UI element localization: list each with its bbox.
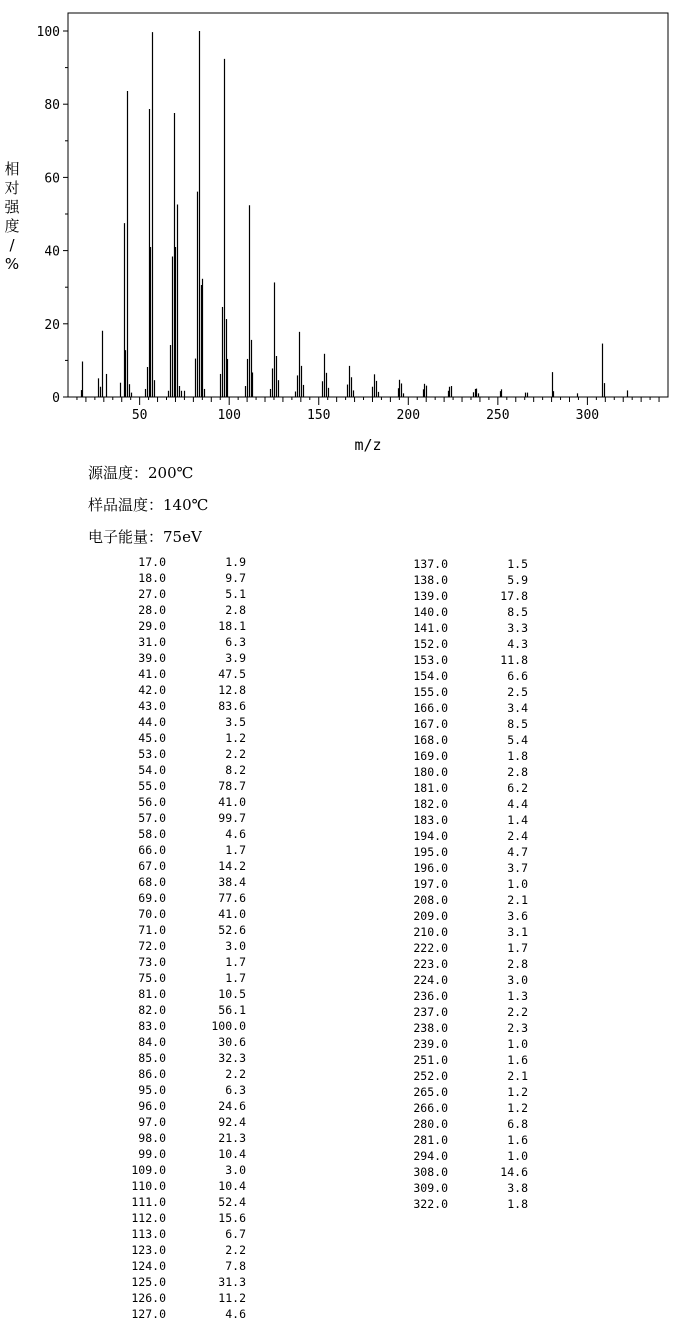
abundance-value: 14.6: [500, 1165, 528, 1179]
mz-value: 195.0: [413, 845, 448, 859]
peak-row: [122, 1178, 246, 1194]
mz-value: 66.0: [138, 843, 166, 857]
abundance-value: 11.8: [500, 653, 528, 667]
abundance-value: 41.0: [218, 795, 246, 809]
abundance-value: 4.6: [225, 827, 246, 841]
mz-value: 210.0: [413, 925, 448, 939]
mz-value: 29.0: [138, 619, 166, 633]
peak-row: [404, 636, 528, 652]
abundance-value: 2.1: [507, 893, 528, 907]
peak-row: [404, 972, 528, 988]
source-temperature: 源温度：200℃: [88, 464, 194, 482]
mz-value: 322.0: [413, 1197, 448, 1211]
mz-value: 194.0: [413, 829, 448, 843]
peak-row: [122, 746, 246, 762]
peak-row: [404, 1020, 528, 1036]
peak-row: [122, 1210, 246, 1226]
mz-value: 71.0: [138, 923, 166, 937]
peak-row: [122, 1098, 246, 1114]
peak-row: [122, 810, 246, 826]
mz-value: 69.0: [138, 891, 166, 905]
peak-row: [122, 682, 246, 698]
mz-value: 56.0: [138, 795, 166, 809]
peak-row: [122, 922, 246, 938]
x-axis-ticks: [77, 397, 659, 423]
peak-row: [404, 700, 528, 716]
peak-row: [122, 1034, 246, 1050]
mz-value: 236.0: [413, 989, 448, 1003]
mz-value: 280.0: [413, 1117, 448, 1131]
mz-value: 83.0: [138, 1019, 166, 1033]
abundance-value: 15.6: [218, 1211, 246, 1225]
mz-value: 127.0: [131, 1307, 166, 1321]
peak-row: [404, 796, 528, 812]
peak-row: [404, 892, 528, 908]
abundance-value: 3.6: [507, 909, 528, 923]
peak-row: [404, 844, 528, 860]
peak-row: [404, 556, 528, 572]
abundance-value: 3.0: [225, 1163, 246, 1177]
mz-value: 294.0: [413, 1149, 448, 1163]
plot-frame: [68, 13, 668, 397]
mz-value: 53.0: [138, 747, 166, 761]
peak-row: [404, 1164, 528, 1180]
peak-row: [404, 620, 528, 636]
peak-row: [404, 908, 528, 924]
x-tick-label: 100: [217, 408, 241, 423]
spectrum-peaks: [82, 31, 628, 397]
abundance-value: 56.1: [218, 1003, 246, 1017]
abundance-value: 3.5: [225, 715, 246, 729]
peak-row: [122, 1162, 246, 1178]
abundance-value: 1.5: [507, 557, 528, 571]
peak-row: [122, 618, 246, 634]
peak-row: [122, 1258, 246, 1274]
mz-value: 223.0: [413, 957, 448, 971]
mass-spectrum-chart: [0, 0, 680, 460]
abundance-value: 2.2: [507, 1005, 528, 1019]
abundance-value: 3.1: [507, 925, 528, 939]
abundance-value: 1.3: [507, 989, 528, 1003]
mz-value: 41.0: [138, 667, 166, 681]
peak-row: [404, 652, 528, 668]
mz-value: 96.0: [138, 1099, 166, 1113]
mz-value: 82.0: [138, 1003, 166, 1017]
mz-value: 238.0: [413, 1021, 448, 1035]
abundance-value: 10.4: [218, 1179, 246, 1193]
peak-row: [404, 860, 528, 876]
peak-row: [404, 988, 528, 1004]
abundance-value: 8.5: [507, 605, 528, 619]
y-tick-label: 60: [44, 171, 60, 187]
mz-value: 99.0: [138, 1147, 166, 1161]
abundance-value: 10.5: [218, 987, 246, 1001]
abundance-value: 4.6: [225, 1307, 246, 1321]
peak-row: [122, 554, 246, 570]
x-tick-label: 250: [486, 408, 510, 423]
x-tick-label: 50: [131, 408, 148, 423]
peak-row: [122, 666, 246, 682]
peak-row: [404, 1148, 528, 1164]
mz-value: 98.0: [138, 1131, 166, 1145]
mz-value: 137.0: [413, 557, 448, 571]
abundance-value: 1.7: [225, 843, 246, 857]
peak-row: [122, 874, 246, 890]
mz-value: 111.0: [131, 1195, 166, 1209]
peak-row: [122, 858, 246, 874]
peak-table-left: [122, 554, 246, 1322]
x-axis-label: m/z: [354, 436, 382, 454]
peak-row: [122, 890, 246, 906]
mz-value: 84.0: [138, 1035, 166, 1049]
mz-value: 113.0: [131, 1227, 166, 1241]
mz-value: 138.0: [413, 573, 448, 587]
peak-row: [122, 698, 246, 714]
peak-row: [122, 1226, 246, 1242]
y-tick-label: 80: [44, 98, 60, 114]
y-axis-ticks: [37, 25, 68, 406]
abundance-value: 10.4: [218, 1147, 246, 1161]
abundance-value: 1.2: [507, 1085, 528, 1099]
mz-value: 86.0: [138, 1067, 166, 1081]
mz-value: 309.0: [413, 1181, 448, 1195]
abundance-value: 1.6: [507, 1053, 528, 1067]
peak-row: [404, 604, 528, 620]
abundance-value: 92.4: [218, 1115, 246, 1129]
abundance-value: 3.7: [507, 861, 528, 875]
abundance-value: 4.4: [507, 797, 528, 811]
abundance-value: 4.7: [507, 845, 528, 859]
mz-value: 58.0: [138, 827, 166, 841]
abundance-value: 6.2: [507, 781, 528, 795]
abundance-value: 11.2: [218, 1291, 246, 1305]
abundance-value: 3.0: [507, 973, 528, 987]
mz-value: 72.0: [138, 939, 166, 953]
mz-value: 54.0: [138, 763, 166, 777]
abundance-value: 32.3: [218, 1051, 246, 1065]
y-tick-label: 40: [44, 244, 60, 260]
peak-row: [404, 684, 528, 700]
mz-value: 252.0: [413, 1069, 448, 1083]
peak-row: [404, 780, 528, 796]
peak-row: [122, 1290, 246, 1306]
peak-row: [404, 668, 528, 684]
abundance-value: 24.6: [218, 1099, 246, 1113]
abundance-value: 1.4: [507, 813, 528, 827]
abundance-value: 1.8: [507, 749, 528, 763]
peak-row: [404, 828, 528, 844]
mz-value: 222.0: [413, 941, 448, 955]
peak-row: [404, 1052, 528, 1068]
abundance-value: 3.0: [225, 939, 246, 953]
abundance-value: 14.2: [218, 859, 246, 873]
mz-value: 124.0: [131, 1259, 166, 1273]
peak-row: [122, 842, 246, 858]
peak-row: [122, 1242, 246, 1258]
mz-value: 180.0: [413, 765, 448, 779]
abundance-value: 5.9: [507, 573, 528, 587]
peak-row: [122, 1194, 246, 1210]
mz-value: 125.0: [131, 1275, 166, 1289]
mz-value: 152.0: [413, 637, 448, 651]
peak-row: [404, 572, 528, 588]
mz-value: 169.0: [413, 749, 448, 763]
abundance-value: 77.6: [218, 891, 246, 905]
mz-value: 237.0: [413, 1005, 448, 1019]
peak-row: [404, 1116, 528, 1132]
abundance-value: 2.3: [507, 1021, 528, 1035]
mz-value: 81.0: [138, 987, 166, 1001]
mz-value: 265.0: [413, 1085, 448, 1099]
abundance-value: 2.2: [225, 747, 246, 761]
peak-row: [122, 762, 246, 778]
abundance-value: 83.6: [218, 699, 246, 713]
peak-row: [122, 1002, 246, 1018]
abundance-value: 6.3: [225, 1083, 246, 1097]
peak-row: [122, 1274, 246, 1290]
x-tick-label: 200: [396, 408, 421, 423]
peak-row: [122, 954, 246, 970]
mz-value: 43.0: [138, 699, 166, 713]
abundance-value: 5.4: [507, 733, 528, 747]
peak-row: [122, 1066, 246, 1082]
abundance-value: 100.0: [211, 1019, 246, 1033]
mz-value: 28.0: [138, 603, 166, 617]
peak-row: [404, 716, 528, 732]
mz-value: 42.0: [138, 683, 166, 697]
y-axis-label: 相对强度/ %: [4, 160, 20, 273]
peak-row: [122, 906, 246, 922]
abundance-value: 1.2: [507, 1101, 528, 1115]
abundance-value: 5.1: [225, 587, 246, 601]
mz-value: 97.0: [138, 1115, 166, 1129]
abundance-value: 18.1: [218, 619, 246, 633]
mz-value: 281.0: [413, 1133, 448, 1147]
abundance-value: 41.0: [218, 907, 246, 921]
x-tick-label: 300: [575, 408, 600, 423]
mz-value: 183.0: [413, 813, 448, 827]
abundance-value: 1.0: [507, 1037, 528, 1051]
mz-value: 44.0: [138, 715, 166, 729]
abundance-value: 3.8: [507, 1181, 528, 1195]
abundance-value: 21.3: [218, 1131, 246, 1145]
mz-value: 109.0: [131, 1163, 166, 1177]
peak-row: [122, 1082, 246, 1098]
mz-value: 166.0: [413, 701, 448, 715]
abundance-value: 8.2: [225, 763, 246, 777]
peak-row: [122, 794, 246, 810]
abundance-value: 1.7: [225, 955, 246, 969]
mz-value: 45.0: [138, 731, 166, 745]
peak-row: [404, 1084, 528, 1100]
peak-row: [404, 1180, 528, 1196]
abundance-value: 2.5: [507, 685, 528, 699]
x-tick-label: 150: [307, 408, 331, 423]
peak-row: [122, 634, 246, 650]
abundance-value: 2.2: [225, 1067, 246, 1081]
mz-value: 110.0: [131, 1179, 166, 1193]
peak-row: [122, 1306, 246, 1322]
abundance-value: 30.6: [218, 1035, 246, 1049]
abundance-value: 17.8: [500, 589, 528, 603]
abundance-value: 99.7: [218, 811, 246, 825]
mz-value: 27.0: [138, 587, 166, 601]
peak-row: [122, 938, 246, 954]
abundance-value: 6.8: [507, 1117, 528, 1131]
peak-row: [404, 924, 528, 940]
mz-value: 168.0: [413, 733, 448, 747]
mz-value: 67.0: [138, 859, 166, 873]
abundance-value: 1.0: [507, 877, 528, 891]
mz-value: 154.0: [413, 669, 448, 683]
abundance-value: 1.6: [507, 1133, 528, 1147]
mz-value: 308.0: [413, 1165, 448, 1179]
y-tick-label: 20: [44, 317, 60, 333]
peak-row: [122, 602, 246, 618]
mz-value: 197.0: [413, 877, 448, 891]
abundance-value: 1.0: [507, 1149, 528, 1163]
peak-row: [122, 714, 246, 730]
peak-row: [404, 1196, 528, 1212]
peak-row: [404, 588, 528, 604]
mz-value: 141.0: [413, 621, 448, 635]
peak-row: [404, 1068, 528, 1084]
mz-value: 39.0: [138, 651, 166, 665]
peak-row: [122, 1050, 246, 1066]
mz-value: 18.0: [138, 571, 166, 585]
peak-row: [404, 1036, 528, 1052]
peak-row: [122, 1114, 246, 1130]
mz-value: 209.0: [413, 909, 448, 923]
peak-row: [404, 876, 528, 892]
peak-row: [404, 748, 528, 764]
abundance-value: 4.3: [507, 637, 528, 651]
abundance-value: 2.8: [507, 957, 528, 971]
mz-value: 75.0: [138, 971, 166, 985]
mz-value: 153.0: [413, 653, 448, 667]
abundance-value: 3.4: [507, 701, 528, 715]
mz-value: 85.0: [138, 1051, 166, 1065]
abundance-value: 52.4: [218, 1195, 246, 1209]
peak-row: [122, 570, 246, 586]
abundance-value: 47.5: [218, 667, 246, 681]
abundance-value: 52.6: [218, 923, 246, 937]
mz-value: 155.0: [413, 685, 448, 699]
peak-row: [404, 940, 528, 956]
y-tick-label: 0: [52, 391, 60, 406]
abundance-value: 2.1: [507, 1069, 528, 1083]
mz-value: 68.0: [138, 875, 166, 889]
mz-value: 182.0: [413, 797, 448, 811]
abundance-value: 2.2: [225, 1243, 246, 1257]
peak-table-right: [404, 556, 528, 1212]
peak-row: [404, 1004, 528, 1020]
mz-value: 140.0: [413, 605, 448, 619]
mz-value: 73.0: [138, 955, 166, 969]
abundance-value: 3.9: [225, 651, 246, 665]
abundance-value: 6.6: [507, 669, 528, 683]
abundance-value: 2.8: [225, 603, 246, 617]
peak-row: [122, 650, 246, 666]
abundance-value: 2.8: [507, 765, 528, 779]
abundance-value: 8.5: [507, 717, 528, 731]
sample-temperature: 样品温度：140℃: [88, 496, 209, 514]
abundance-value: 1.7: [225, 971, 246, 985]
abundance-value: 2.4: [507, 829, 528, 843]
abundance-value: 6.3: [225, 635, 246, 649]
abundance-value: 38.4: [218, 875, 246, 889]
abundance-value: 6.7: [225, 1227, 246, 1241]
peak-row: [122, 1130, 246, 1146]
electron-energy: 电子能量：75eV: [88, 528, 202, 546]
peak-row: [122, 1146, 246, 1162]
peak-row: [122, 778, 246, 794]
mz-value: 70.0: [138, 907, 166, 921]
abundance-value: 7.8: [225, 1259, 246, 1273]
mz-value: 239.0: [413, 1037, 448, 1051]
mz-value: 55.0: [138, 779, 166, 793]
mz-value: 95.0: [138, 1083, 166, 1097]
peak-row: [122, 586, 246, 602]
peak-row: [122, 986, 246, 1002]
abundance-value: 1.7: [507, 941, 528, 955]
peak-row: [404, 956, 528, 972]
abundance-value: 31.3: [218, 1275, 246, 1289]
peak-row: [122, 1018, 246, 1034]
peak-row: [122, 826, 246, 842]
peak-row: [404, 812, 528, 828]
peak-row: [404, 732, 528, 748]
peak-row: [122, 730, 246, 746]
abundance-value: 9.7: [225, 571, 246, 585]
mz-value: 251.0: [413, 1053, 448, 1067]
peak-row: [404, 764, 528, 780]
abundance-value: 1.8: [507, 1197, 528, 1211]
abundance-value: 78.7: [218, 779, 246, 793]
mz-value: 167.0: [413, 717, 448, 731]
mz-value: 139.0: [413, 589, 448, 603]
abundance-value: 1.2: [225, 731, 246, 745]
mz-value: 196.0: [413, 861, 448, 875]
mz-value: 112.0: [131, 1211, 166, 1225]
mz-value: 181.0: [413, 781, 448, 795]
mz-value: 224.0: [413, 973, 448, 987]
mz-value: 57.0: [138, 811, 166, 825]
abundance-value: 12.8: [218, 683, 246, 697]
mz-value: 208.0: [413, 893, 448, 907]
peak-row: [122, 970, 246, 986]
mz-value: 266.0: [413, 1101, 448, 1115]
mz-value: 31.0: [138, 635, 166, 649]
mz-value: 123.0: [131, 1243, 166, 1257]
mz-value: 126.0: [131, 1291, 166, 1305]
peak-row: [404, 1100, 528, 1116]
abundance-value: 1.9: [225, 555, 246, 569]
y-tick-label: 100: [36, 25, 60, 40]
mz-value: 17.0: [138, 555, 166, 569]
abundance-value: 3.3: [507, 621, 528, 635]
peak-row: [404, 1132, 528, 1148]
